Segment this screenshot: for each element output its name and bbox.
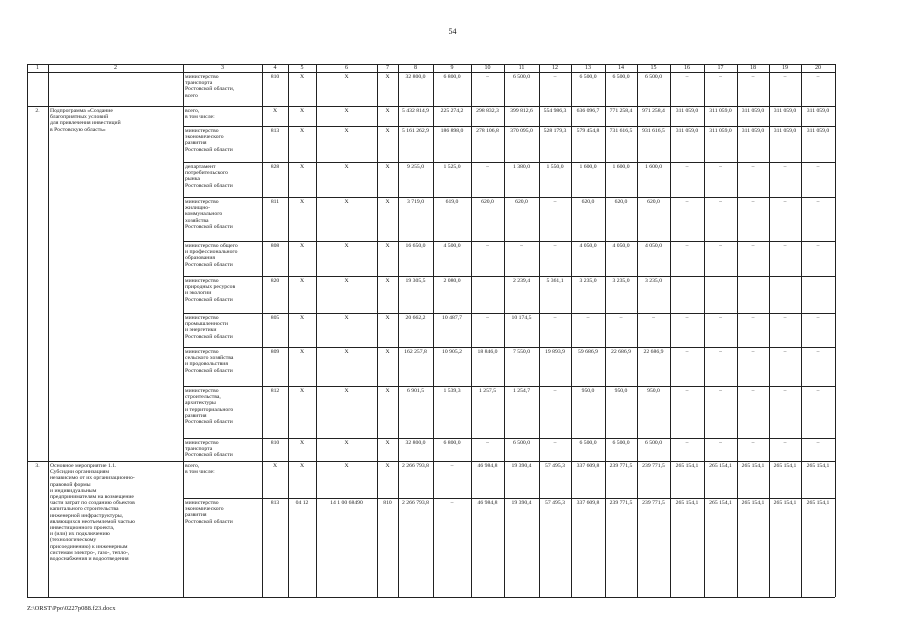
budget-code: 820 — [270, 278, 280, 284]
table-rule-vertical — [801, 64, 802, 597]
executor-name: министерство промышленности и энергетики Ростовской области — [185, 315, 233, 340]
amount-value: 57 495,3 — [545, 500, 565, 506]
budget-code: 805 — [270, 315, 280, 321]
budget-code: X — [385, 199, 390, 205]
budget-code: X — [385, 388, 390, 394]
amount-value: 6 800,0 — [443, 74, 461, 80]
amount-value: – — [816, 199, 820, 205]
amount-value: 32 800,0 — [405, 440, 426, 446]
column-number: 3 — [221, 65, 224, 71]
budget-code: X — [299, 108, 305, 114]
amount-value: 32 800,0 — [405, 74, 426, 80]
column-number: 5 — [300, 65, 304, 71]
amount-value: 7 550,0 — [512, 349, 531, 355]
amount-value: 9 255,0 — [406, 164, 425, 170]
amount-value: – — [619, 315, 623, 321]
amount-value: – — [816, 349, 820, 355]
amount-value: 16 650,0 — [405, 243, 426, 249]
amount-value: 4 050,0 — [612, 243, 630, 249]
executor-name: министерство жилищно- коммунального хозяйства Ростовской области — [185, 199, 233, 230]
amount-value: – — [719, 315, 722, 321]
amount-value: 22 686,9 — [611, 349, 631, 355]
amount-value: – — [685, 315, 689, 321]
amount-value: 620,0 — [614, 199, 628, 205]
amount-value: – — [685, 164, 689, 170]
budget-code: X — [299, 128, 305, 134]
amount-value — [670, 278, 704, 286]
table-rule-horizontal — [27, 72, 835, 73]
amount-value: 620,0 — [481, 199, 494, 205]
amount-value: 265 154,1 — [741, 463, 765, 469]
amount-value: 1 254,7 — [512, 388, 531, 394]
table-rule-vertical — [605, 64, 606, 597]
amount-value: 10 487,7 — [442, 315, 462, 321]
amount-value: 265 154,1 — [675, 463, 699, 469]
amount-value: – — [783, 349, 787, 355]
budget-code: X — [299, 74, 305, 80]
budget-code: X — [344, 243, 349, 249]
amount-value: 265 154,1 — [773, 500, 797, 506]
amount-value: 2 266 793,8 — [401, 500, 429, 506]
amount-value: – — [816, 74, 820, 80]
amount-value: 57 495,3 — [545, 463, 565, 469]
amount-value: – — [751, 74, 755, 80]
amount-value: 6 500,0 — [512, 74, 531, 80]
amount-value — [737, 278, 769, 286]
budget-code: 828 — [270, 164, 280, 170]
amount-value: 265 154,1 — [741, 500, 765, 506]
amount-value: 10 905,2 — [442, 349, 462, 355]
column-number: 6 — [345, 65, 348, 71]
budget-code: 811 — [270, 199, 280, 205]
amount-value: 1 600,0 — [612, 164, 630, 170]
amount-value: – — [553, 199, 557, 205]
budget-code: X — [272, 463, 278, 469]
amount-value: 6 800,0 — [443, 440, 461, 446]
amount-value: – — [652, 315, 655, 321]
table-rule-vertical — [737, 64, 738, 597]
amount-value: 59 686,9 — [578, 349, 598, 355]
amount-value: – — [816, 388, 820, 394]
column-number: 18 — [750, 65, 756, 71]
amount-value: 1 380,0 — [512, 164, 531, 170]
table-rule-horizontal — [27, 106, 835, 107]
amount-value: 162 257,8 — [404, 349, 427, 355]
column-number: 10 — [484, 65, 491, 71]
amount-value: – — [751, 349, 755, 355]
amount-value: 10 174,5 — [511, 315, 532, 321]
budget-code: X — [299, 463, 305, 469]
column-number: 13 — [585, 65, 591, 71]
amount-value: 6 500,0 — [579, 74, 597, 80]
amount-value: – — [719, 243, 722, 249]
budget-code: X — [385, 128, 390, 134]
amount-value: – — [553, 440, 557, 446]
table-rule-vertical — [288, 64, 289, 597]
amount-value: 931 616,5 — [642, 128, 665, 134]
amount-value: – — [685, 440, 689, 446]
amount-value: 265 154,1 — [675, 500, 699, 506]
amount-value: – — [685, 388, 689, 394]
amount-value: 619,0 — [445, 199, 459, 205]
row-number: 2. — [35, 108, 40, 114]
budget-code: 808 — [270, 243, 280, 249]
amount-value: 1 539,3 — [443, 388, 461, 394]
amount-value: 311 059,0 — [773, 128, 797, 134]
amount-value: 19 893,9 — [545, 349, 565, 355]
amount-value: – — [450, 463, 454, 469]
budget-code: X — [344, 463, 349, 469]
amount-value: 311 059,0 — [741, 128, 765, 134]
amount-value: 311 059,0 — [773, 108, 797, 114]
amount-value: 46 984,8 — [477, 463, 498, 469]
amount-value: – — [816, 243, 820, 249]
budget-code: X — [299, 440, 305, 446]
budget-code: X — [385, 243, 390, 249]
column-number: 7 — [386, 65, 389, 71]
budget-code: X — [299, 278, 305, 284]
budget-code: X — [344, 315, 349, 321]
amount-value: 298 832,3 — [476, 108, 499, 114]
budget-code: X — [385, 74, 390, 80]
executor-name: министерство экономического развития Ростовской области — [185, 128, 233, 153]
budget-code: X — [299, 243, 305, 249]
amount-value: 239 771,5 — [609, 463, 633, 469]
amount-value: – — [719, 440, 722, 446]
table-rule-vertical — [27, 64, 28, 597]
amount-value: 6 500,0 — [512, 440, 531, 446]
budget-code: X — [344, 108, 349, 114]
amount-value: 239 771,5 — [642, 500, 665, 506]
column-number: 16 — [684, 65, 690, 71]
executor-name: министерство транспорта Ростовской области, всего — [185, 74, 235, 99]
amount-value: 3 235,0 — [579, 278, 597, 284]
amount-value: – — [783, 243, 787, 249]
amount-value: 20 662,2 — [405, 315, 426, 321]
amount-value: 311 059,0 — [709, 108, 732, 114]
amount-value: 1 525,0 — [443, 164, 461, 170]
column-number: 14 — [618, 65, 624, 71]
budget-code: 809 — [270, 349, 280, 355]
amount-value: – — [783, 164, 787, 170]
amount-value: 6 901,5 — [406, 388, 425, 394]
amount-value: 5 361,1 — [546, 278, 564, 284]
amount-value: 265 154,1 — [806, 500, 830, 506]
amount-value: 6 500,0 — [644, 74, 663, 80]
amount-value: 5 432 814,9 — [401, 108, 429, 114]
amount-value: 2 080,0 — [443, 278, 461, 284]
amount-value: – — [751, 388, 755, 394]
executor-name: всего, в том числе: — [185, 463, 215, 476]
amount-value: 1 550,0 — [546, 164, 564, 170]
amount-value: – — [719, 164, 722, 170]
column-number: 11 — [518, 65, 525, 71]
table-rule-vertical — [471, 64, 472, 597]
budget-code: X — [299, 349, 305, 355]
table-rule-vertical — [704, 64, 705, 597]
amount-value: 278 106,8 — [476, 128, 499, 134]
amount-value: 3 235,0 — [644, 278, 663, 284]
amount-value: 6 500,0 — [579, 440, 597, 446]
table-rule-horizontal — [27, 597, 835, 598]
amount-value: 771 258,4 — [609, 108, 633, 114]
amount-value: – — [685, 199, 689, 205]
executor-name: министерство строительства, архитектуры и территориального развития Ростовской области — [185, 388, 234, 426]
amount-value: 4 050,0 — [644, 243, 663, 249]
amount-value: 4 050,0 — [579, 243, 597, 249]
amount-value: – — [751, 243, 755, 249]
table-rule-vertical — [637, 64, 638, 597]
budget-code: X — [299, 199, 305, 205]
budget-code: 810 — [270, 440, 280, 446]
amount-value: 265 154,1 — [709, 463, 732, 469]
amount-value: 19 390,4 — [511, 463, 532, 469]
amount-value: 2 239,4 — [512, 278, 531, 284]
budget-code: 812 — [270, 388, 280, 394]
amount-value: 265 154,1 — [806, 463, 830, 469]
column-number: 9 — [450, 65, 454, 71]
amount-value: 311 059,0 — [741, 108, 765, 114]
budget-code: X — [385, 440, 390, 446]
amount-value: – — [553, 243, 557, 249]
executor-name: министерство экономического развития Ростовской области — [185, 500, 233, 525]
amount-value: – — [751, 199, 755, 205]
amount-value: – — [486, 315, 489, 321]
amount-value: – — [553, 74, 557, 80]
program-name: Подпрограмма «Создание благоприятных условий для привлечения инвестиций в Ростовскую область» — [50, 108, 121, 133]
column-number: 2 — [114, 65, 117, 71]
row-number: 3. — [35, 463, 40, 469]
column-number: 8 — [414, 65, 417, 71]
amount-value: 46 984,8 — [477, 500, 498, 506]
amount-value: 6 500,0 — [612, 74, 630, 80]
budget-code: X — [344, 388, 349, 394]
table-rule-vertical — [504, 64, 505, 597]
budget-code: X — [344, 164, 349, 170]
amount-value: 337 609,8 — [576, 500, 600, 506]
budget-code: X — [385, 278, 390, 284]
budget-code: X — [385, 463, 390, 469]
table-rule-vertical — [835, 64, 836, 597]
executor-name: министерство общего и профессионального образования Ростовской области — [185, 243, 238, 268]
budget-code: X — [344, 128, 349, 134]
budget-code: 04 12 — [295, 500, 309, 506]
amount-value: 19 390,4 — [511, 500, 532, 506]
column-number: 15 — [650, 65, 657, 71]
budget-code: 813 — [270, 128, 280, 134]
amount-value: 579 454,8 — [576, 128, 600, 134]
table-rule-horizontal — [27, 461, 835, 462]
amount-value: 731 616,5 — [609, 128, 633, 134]
amount-value: 311 059,0 — [675, 108, 699, 114]
amount-value: – — [783, 440, 787, 446]
amount-value: – — [486, 440, 489, 446]
executor-name: министерство сельского хозяйства и продовольствия Ростовской области — [185, 349, 234, 374]
budget-code: X — [344, 440, 349, 446]
amount-value: 1 257,5 — [478, 388, 497, 394]
amount-value: – — [685, 349, 689, 355]
amount-value: – — [751, 315, 755, 321]
table-rule-vertical — [316, 64, 317, 597]
amount-value: 950,0 — [614, 388, 628, 394]
executor-name: министерство транспорта Ростовской области — [185, 440, 233, 459]
column-number: 17 — [717, 65, 724, 71]
amount-value: 311 059,0 — [806, 128, 830, 134]
amount-value: 337 609,8 — [576, 463, 600, 469]
executor-name: департамент потребительского рынка Ростовской области — [185, 164, 233, 189]
table-rule-vertical — [571, 64, 572, 597]
amount-value: 971 258,4 — [642, 108, 665, 114]
amount-value: 265 154,1 — [773, 463, 797, 469]
amount-value: 399 812,6 — [510, 108, 533, 114]
table-rule-vertical — [670, 64, 671, 597]
amount-value: – — [751, 164, 755, 170]
amount-value: 636 096,7 — [576, 108, 600, 114]
amount-value: 239 771,5 — [609, 500, 633, 506]
column-number: 20 — [815, 65, 821, 71]
amount-value: 620,0 — [515, 199, 528, 205]
amount-value: – — [783, 315, 787, 321]
amount-value: – — [719, 349, 722, 355]
amount-value: – — [719, 74, 722, 80]
amount-value: 19 305,5 — [405, 278, 426, 284]
budget-code: X — [344, 278, 349, 284]
budget-code: 810 — [270, 74, 280, 80]
amount-value: – — [486, 243, 489, 249]
amount-value: – — [586, 315, 590, 321]
amount-value: 620,0 — [647, 199, 660, 205]
amount-value: 6 500,0 — [644, 440, 663, 446]
amount-value: 18 846,0 — [477, 349, 498, 355]
budget-code: X — [299, 388, 305, 394]
column-number: 1 — [36, 65, 39, 71]
amount-value: 3 719,0 — [406, 199, 425, 205]
amount-value: 6 500,0 — [612, 440, 630, 446]
table-rule-vertical — [769, 64, 770, 597]
amount-value: 1 600,0 — [579, 164, 597, 170]
budget-code: X — [344, 199, 349, 205]
amount-value: 950,0 — [647, 388, 660, 394]
amount-value: – — [553, 315, 557, 321]
amount-value: 5 161 262,9 — [401, 128, 429, 134]
amount-value: – — [783, 199, 787, 205]
table-rule-vertical — [433, 64, 434, 597]
amount-value: 4 500,0 — [443, 243, 461, 249]
amount-value: 22 686,9 — [643, 349, 664, 355]
amount-value: 311 059,0 — [806, 108, 830, 114]
amount-value: – — [816, 315, 820, 321]
amount-value: – — [486, 74, 489, 80]
budget-code: X — [385, 108, 390, 114]
column-number: 4 — [273, 65, 277, 71]
amount-value: 528 179,3 — [543, 128, 567, 134]
budget-code: X — [385, 349, 390, 355]
table-rule-vertical — [539, 64, 540, 597]
budget-code: 810 — [383, 500, 392, 506]
amount-value: 3 235,0 — [612, 278, 630, 284]
amount-value — [801, 278, 835, 286]
budget-code: X — [299, 315, 305, 321]
budget-code: X — [344, 349, 349, 355]
amount-value: – — [816, 164, 820, 170]
amount-value: – — [553, 388, 557, 394]
amount-value: – — [685, 74, 689, 80]
table-rule-vertical — [377, 64, 378, 597]
program-name: Основное мероприятие 1.1. Субсидии организациям независимо от их организационно- правовой формы и индивидуальным предпринимателям на возмещение части затрат по созданию объектов капитального строительства инженерной инфраструктуры, являющихся неотъемлемой частью инвестиционного проекта, и (или) их подключению (технологическому присоединению) к инженерным системам электро-, газо-, тепло-, водоснабжения и водоотведения — [50, 463, 135, 563]
amount-value: – — [783, 74, 787, 80]
amount-value: 265 154,1 — [709, 500, 732, 506]
budget-code: 14 1 00 68490 — [330, 500, 363, 506]
amount-value: – — [685, 243, 689, 249]
amount-value: 186 898,0 — [440, 128, 464, 134]
executor-name: всего, в том числе: — [185, 108, 215, 121]
amount-value — [704, 278, 737, 286]
budget-code: X — [344, 74, 349, 80]
amount-value — [471, 278, 504, 286]
budget-code: 813 — [270, 500, 280, 506]
amount-value: – — [751, 440, 755, 446]
amount-value: – — [719, 199, 722, 205]
amount-value: – — [719, 388, 722, 394]
amount-value: 225 274,2 — [440, 108, 464, 114]
budget-code: X — [299, 164, 305, 170]
amount-value: 2 266 793,8 — [401, 463, 429, 469]
table-rule-vertical — [398, 64, 399, 597]
footer-file-path: Z:\ORST\Ppo\0227p088.f23.docx — [27, 605, 116, 612]
amount-value: – — [816, 440, 820, 446]
amount-value: 620,0 — [581, 199, 595, 205]
amount-value: 311 059,0 — [709, 128, 732, 134]
amount-value: 950,0 — [581, 388, 595, 394]
column-number: 19 — [782, 65, 788, 71]
amount-value: – — [520, 243, 523, 249]
page-number: 54 — [448, 27, 457, 36]
amount-value: – — [486, 164, 489, 170]
amount-value: 239 771,5 — [642, 463, 665, 469]
amount-value: 1 600,0 — [644, 164, 663, 170]
budget-code: X — [385, 315, 390, 321]
executor-name: министерство природных ресурсов и экологии Ростовской области — [185, 278, 236, 303]
amount-value: – — [783, 388, 787, 394]
column-number: 12 — [552, 65, 558, 71]
amount-value — [769, 278, 801, 286]
budget-code: X — [272, 108, 278, 114]
amount-value: 311 059,0 — [675, 128, 699, 134]
amount-value: 370 095,0 — [510, 128, 533, 134]
amount-value: 554 986,3 — [543, 108, 567, 114]
budget-code: X — [385, 164, 390, 170]
amount-value: – — [450, 500, 454, 506]
